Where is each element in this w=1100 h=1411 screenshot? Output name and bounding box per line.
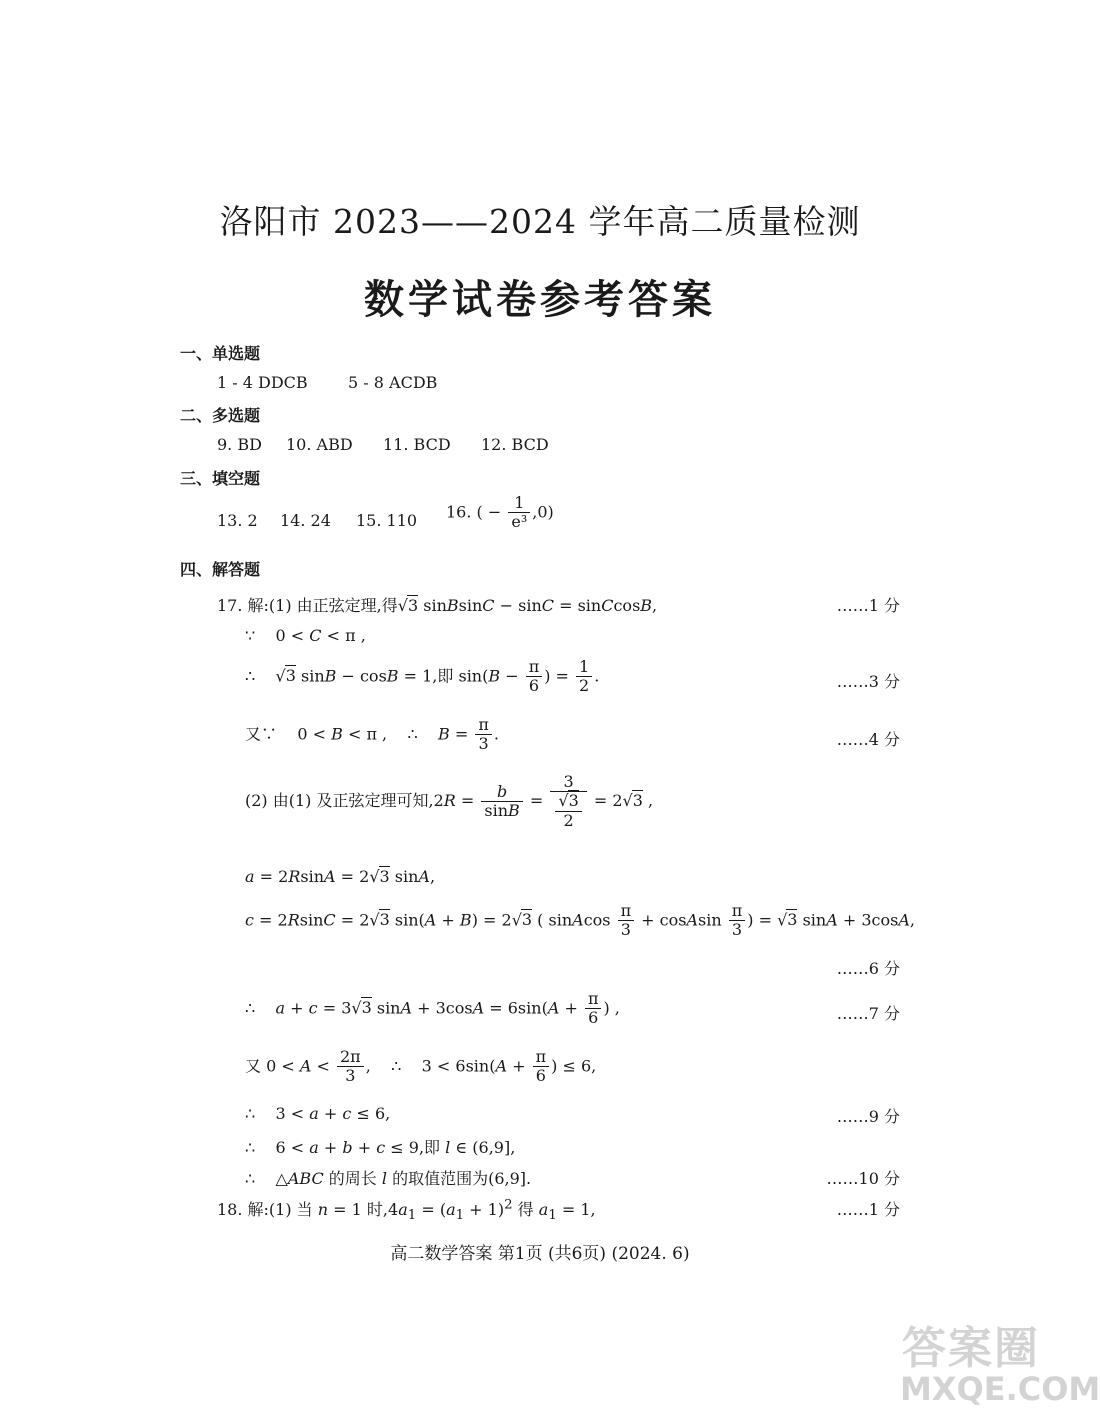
solution-17-line-5: (2) 由(1) 及正弦定理可知,2R = $\frac{b}{\sin B}$ = $\frac{3}{\frac{√3}{2}}$ = 2√3 , [245, 772, 654, 830]
points-label: ……10 分 [826, 1169, 900, 1188]
answer-13: 13. 2 [217, 511, 258, 530]
answer-12: 12. BCD [481, 435, 549, 454]
watermark-url: MXQE.COM [900, 1370, 1100, 1408]
fraction: $\frac{1}{\text{e³}}$ [508, 494, 530, 532]
section-heading-multiple-choice: 二、多选题 [180, 406, 261, 425]
answer-15: 15. 110 [356, 511, 418, 530]
answer-16: 16. ( − $\frac{1}{\text{e³}}$ ,0) [446, 493, 554, 532]
section-heading-single-choice: 一、单选题 [180, 344, 261, 363]
solution-17-line-3: ∴ √3 sinB − cosB = 1,即 sin(B − $\frac{\pi}{6}$ ) = $\frac{1}{2}$ . [245, 657, 600, 696]
solution-17-line-12: ∴ △ABC 的周长 l 的取值范围为(6,9]. [245, 1169, 532, 1188]
points-label: ……4 分 [836, 730, 900, 749]
solution-17-line-2: ∵ 0 < C < π , [245, 626, 366, 645]
page-title: 洛阳市 2023——2024 学年高二质量检测 [219, 202, 861, 241]
answers-1-4: 1 - 4 DDCB [217, 373, 308, 392]
page-subtitle: 数学试卷参考答案 [364, 276, 716, 323]
points-label: ……6 分 [836, 959, 900, 978]
answer-10: 10. ABD [286, 435, 353, 454]
section-heading-solutions: 四、解答题 [180, 560, 261, 579]
answer-9: 9. BD [217, 435, 262, 454]
solution-17-line-4: 又∵ 0 < B < π , ∴ B = $\frac{\pi}{3}$ . [245, 715, 499, 754]
points-label: ……3 分 [836, 672, 900, 691]
solution-18-line-1: 18. 解:(1) 当 n = 1 时$,4a_1 = (a_1 + 1)^2$ 得 $a_1 = 1$, [217, 1197, 596, 1224]
points-label: ……7 分 [836, 1004, 900, 1023]
answer-14: 14. 24 [280, 511, 331, 530]
points-label: ……9 分 [836, 1107, 900, 1126]
solution-17-line-8: ∴ a + c = 3√3 sinA + 3cosA = 6sin(A + $\frac{\pi}{6}$ ) , [245, 989, 620, 1028]
solution-17-line-9: 又 0 < A < $\frac{2\pi}{3}$ , ∴ 3 < 6sin(A + $\frac{\pi}{6}$ ) ≤ 6, [245, 1047, 597, 1086]
solution-17-line-7: c = 2RsinC = 2√3 sin(A + B) = 2√3 ( sinAcos $\frac{\pi}{3}$ + cosAsin $\frac{\pi}{3}$ ) = √3 sinA + 3cosA, [245, 901, 915, 940]
answers-5-8: 5 - 8 ACDB [348, 373, 438, 392]
points-label: ……1 分 [836, 1200, 900, 1219]
points-label: ……1 分 [836, 596, 900, 615]
solution-17-line-6: a = 2RsinA = 2√3 sinA, [245, 867, 436, 886]
solution-17-line-11: ∴ 6 < a + b + c ≤ 9,即 l ∈ (6,9], [245, 1138, 516, 1157]
watermark-logo: 答案圈 [902, 1323, 1040, 1374]
solution-17-line-10: ∴ 3 < a + c ≤ 6, [245, 1104, 391, 1123]
section-heading-fill-in: 三、填空题 [180, 469, 261, 488]
solution-17-line-1: 17. 解:(1) 由正弦定理,得√3 sinBsinC − sinC = sinCcosB, [217, 596, 658, 615]
answer-11: 11. BCD [383, 435, 451, 454]
page-footer: 高二数学答案 第1页 (共6页) (2024. 6) [390, 1244, 690, 1264]
